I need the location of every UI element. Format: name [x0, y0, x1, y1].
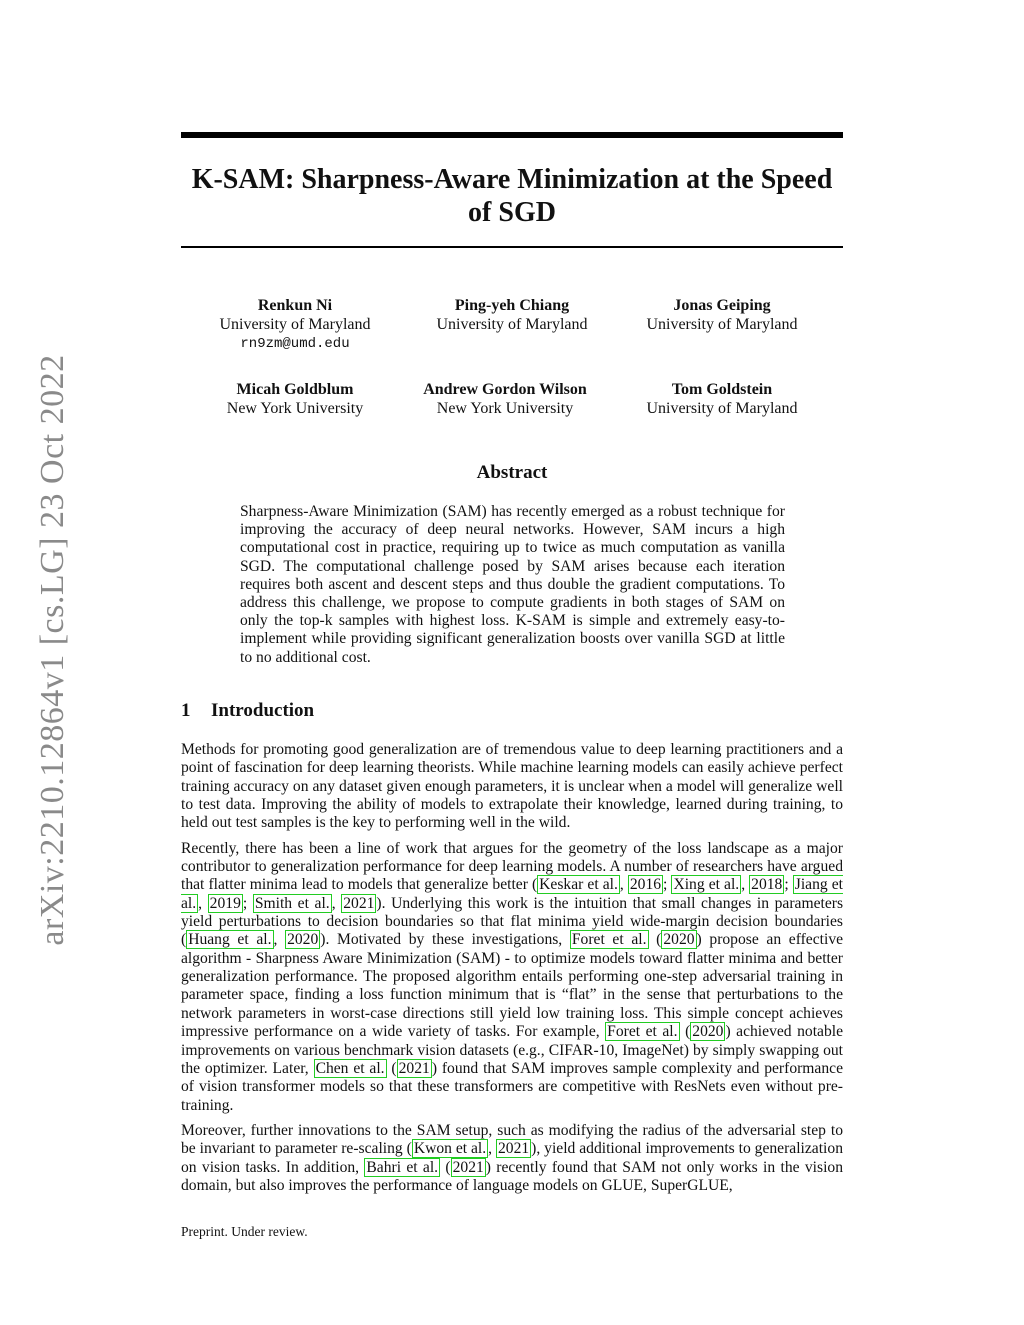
text: ,	[273, 931, 286, 949]
author-affiliation: New York University	[226, 400, 364, 417]
author-name: Micah Goldblum	[236, 381, 354, 398]
author-affiliation: New York University	[436, 400, 574, 417]
citation-link[interactable]: Jiang et al.	[181, 876, 843, 912]
text: ,	[488, 1140, 496, 1158]
text: Moreover, further innovations to the SAM setup, such as modifying the radius of the adversarial step to be invariant to parameter re-scaling (	[181, 1121, 843, 1158]
text: ) found that SAM improves sample complexity and performance of vision transformer models so that these transformers are competitive with ResNets even without pre-training.	[181, 1059, 843, 1114]
text: (	[648, 931, 662, 949]
title-top-rule	[181, 132, 843, 138]
text: ,	[331, 894, 342, 912]
citation-link[interactable]: Kwon et al.	[413, 1140, 487, 1158]
text: ) propose an effective algorithm - Sharpness Aware Minimization (SAM) - to optimize models toward flatter minima and better generalization performance. The proposed algorithm entails performing one-step adversarial training in parameter space, finding a loss function minimum that is “flat” in the sense that perturbations to the network parameters in worst-case directions still yield low training loss. This simple concept achieves impressive performance on a wide variety of tasks. For example,	[181, 931, 844, 1041]
citation-link[interactable]: Xing et al.	[673, 876, 740, 894]
author-affiliation: University of Maryland	[219, 316, 371, 333]
author-block	[175, 380, 415, 418]
citation-link[interactable]: 2021	[343, 894, 375, 912]
citation-link[interactable]: 2018	[751, 876, 783, 894]
citation-link[interactable]: 2020	[287, 931, 319, 949]
citation-link[interactable]: 2021	[452, 1158, 484, 1176]
author-block	[602, 296, 842, 334]
author-affiliation: University of Maryland	[436, 316, 588, 333]
paragraph	[181, 840, 843, 1115]
footer-note: Preprint. Under review.	[181, 1224, 308, 1239]
abstract-heading: Abstract	[476, 462, 548, 483]
text: ;	[663, 876, 672, 894]
citation-link[interactable]: Keskar et al.	[539, 876, 618, 894]
text: (	[440, 1158, 451, 1176]
paragraph	[181, 1122, 843, 1195]
citation-link[interactable]: Bahri et al.	[366, 1158, 439, 1176]
author-block	[392, 296, 632, 334]
abstract-text: Sharpness-Aware Minimization (SAM) has recently emerged as a robust technique for improving the accuracy of deep neural networks. However, SAM incurs a high computational cost in practice, requiring up to twice as much computation as vanilla SGD. The computational challenge posed by SAM arises because each iteration requires both ascent and descent steps and thus double the gradient computations. To address this challenge, we propose to compute gradients in both stages of SAM on only the top-k samples with highest loss. K-SAM is simple and extremely easy-to-implement while providing significant generalization boosts over vanilla SGD at little to no additional cost.	[240, 503, 785, 666]
citation-link[interactable]: 2021	[398, 1059, 430, 1077]
author-email[interactable]: rn9zm@umd.edu	[240, 336, 350, 352]
text: ), yield additional improvements to generalization on vision tasks. In addition,	[181, 1140, 843, 1176]
citation-link[interactable]: 2020	[663, 931, 695, 949]
citation-link[interactable]: 2020	[692, 1023, 724, 1041]
author-affiliation: University of Maryland	[646, 400, 798, 417]
text: ). Motivated by these investigations,	[320, 931, 570, 949]
section-title: Introduction	[211, 700, 315, 721]
author-name: Andrew Gordon Wilson	[423, 381, 587, 398]
author-block	[175, 296, 415, 354]
text: (	[386, 1059, 397, 1077]
text: ;	[242, 894, 253, 912]
citation-link[interactable]: Foret et al.	[571, 931, 647, 949]
author-name: Tom Goldstein	[671, 381, 773, 398]
citation-link[interactable]: Huang et al.	[188, 931, 272, 949]
text: ). Underlying this work is the intuition that small changes in parameters yield perturbations to decision boundaries so that flat minima yield wide-margin decision boundaries (	[181, 894, 844, 949]
citation-link[interactable]: Smith et al.	[254, 894, 330, 912]
section-number: 1	[181, 700, 191, 721]
author-name: Jonas Geiping	[673, 297, 771, 314]
author-affiliation: University of Maryland	[646, 316, 798, 333]
text: ,	[619, 876, 628, 894]
text: ,	[198, 894, 208, 912]
text: Recently, there has been a line of work that argues for the geometry of the loss landscape as a major contributor to generalization performance for deep learning models. A number of researchers have argued that flatter minima lead to models that generalize better (	[181, 839, 843, 894]
text: ) achieved notable improvements on various benchmark vision datasets (e.g., CIFAR-10, ImageNet) by simply swapping out the optimizer. Later,	[181, 1023, 844, 1077]
citation-link[interactable]: 2021	[497, 1140, 530, 1158]
arxiv-identifier: arXiv:2210.12864v1 [cs.LG] 23 Oct 2022	[34, 354, 71, 946]
section-heading	[181, 700, 314, 722]
author-block	[385, 380, 625, 418]
text: ,	[741, 876, 750, 894]
author-name: Renkun Ni	[257, 297, 333, 314]
text: ;	[784, 876, 793, 894]
author-block	[602, 380, 842, 418]
citation-link[interactable]: Chen et al.	[315, 1059, 385, 1077]
title-bottom-rule	[181, 246, 843, 248]
paragraph: Methods for promoting good generalization are of tremendous value to deep learning practitioners and a point of fascination for deep learning theorists. While machine learning models can easily achieve perfect training accuracy on any dataset given enough parameters, it is unclear when a model will generalize well to test data. Improving the ability of models to extrapolate their knowledge, learned during training, to held out test samples is the key to performing well in the wild.	[181, 741, 843, 832]
body-text	[181, 741, 843, 1202]
text: (	[679, 1023, 691, 1041]
citation-link[interactable]: 2019	[209, 894, 241, 912]
citation-link[interactable]: Foret et al.	[607, 1023, 678, 1041]
text: ) recently found that SAM not only works in the vision domain, but also improves the performance of language models on GLUE, SuperGLUE,	[181, 1158, 843, 1194]
author-name: Ping-yeh Chiang	[454, 297, 570, 314]
citation-link[interactable]: 2016	[629, 876, 662, 894]
paper-title: K-SAM: Sharpness-Aware Minimization at the Speed of SGD	[191, 164, 833, 228]
